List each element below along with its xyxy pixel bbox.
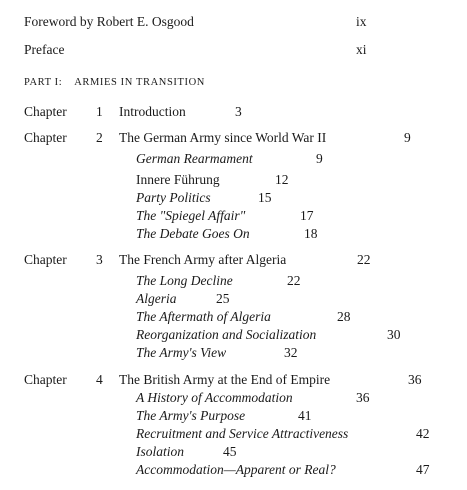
chapter-label: Chapter — [24, 252, 67, 267]
section-title: Party Politics — [136, 190, 211, 205]
section-page: 42 — [416, 426, 430, 441]
chapter-label: Chapter — [24, 130, 67, 145]
section-title: The Long Decline — [136, 273, 233, 288]
front-matter-page: ix — [356, 14, 367, 29]
chapter-page: 36 — [408, 372, 422, 387]
section-page: 9 — [316, 151, 323, 166]
section-title: The Debate Goes On — [136, 226, 250, 241]
section-page: 15 — [258, 190, 272, 205]
section-title: The Army's Purpose — [136, 408, 246, 423]
section-page: 12 — [275, 172, 289, 187]
section-title: Innere Führung — [136, 172, 220, 187]
front-matter-label: Preface — [24, 42, 65, 57]
section-title: Reorganization and Socialization — [136, 327, 317, 342]
section-page: 28 — [337, 309, 351, 324]
section-page: 41 — [298, 408, 312, 423]
chapter-number: 4 — [96, 372, 103, 387]
part-label: PART I: — [24, 77, 63, 88]
section-title: The Army's View — [136, 345, 227, 360]
front-matter-page: xi — [356, 42, 367, 57]
chapter-number: 1 — [96, 104, 103, 119]
section-title: The Aftermath of Algeria — [136, 309, 271, 324]
chapter-title: The British Army at the End of Empire — [119, 372, 331, 387]
section-title: A History of Accommodation — [136, 390, 293, 405]
chapter-title: The French Army after Algeria — [119, 252, 287, 267]
section-page: 47 — [416, 462, 430, 477]
section-page: 32 — [284, 345, 298, 360]
section-page: 18 — [304, 226, 318, 241]
chapter-label: Chapter — [24, 104, 67, 119]
section-page: 25 — [216, 291, 230, 306]
front-matter-preface — [24, 42, 64, 58]
part-title: ARMIES IN TRANSITION — [74, 77, 205, 88]
section-title: Algeria — [136, 291, 177, 306]
chapter-number: 2 — [96, 130, 103, 145]
front-matter-foreword — [24, 14, 194, 30]
section-page: 45 — [223, 444, 237, 459]
section-page: 22 — [287, 273, 301, 288]
section-title: Isolation — [136, 444, 185, 459]
section-title: The "Spiegel Affair" — [136, 208, 246, 223]
part-heading — [24, 77, 205, 88]
chapter-title: Introduction — [119, 104, 186, 119]
section-title: Recruitment and Service Attractiveness — [136, 426, 349, 441]
front-matter-label: Foreword by Robert E. Osgood — [24, 14, 194, 29]
section-page: 36 — [356, 390, 370, 405]
section-title: German Rearmament — [136, 151, 253, 166]
section-title: Accommodation—Apparent or Real? — [136, 462, 336, 477]
chapter-page: 9 — [404, 130, 411, 145]
chapter-page: 22 — [357, 252, 371, 267]
section-page: 17 — [300, 208, 314, 223]
chapter-label: Chapter — [24, 372, 67, 387]
chapter-page: 3 — [235, 104, 242, 119]
chapter-title: The German Army since World War II — [119, 130, 327, 145]
chapter-number: 3 — [96, 252, 103, 267]
section-page: 30 — [387, 327, 401, 342]
